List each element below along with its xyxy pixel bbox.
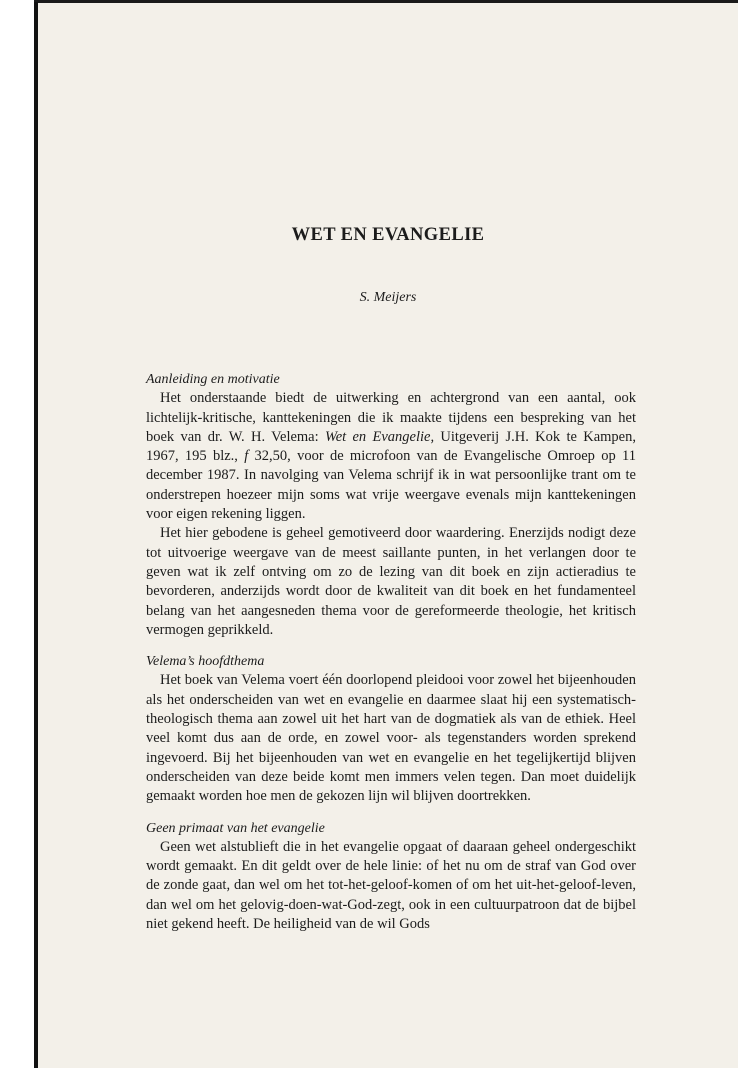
book-title: Wet en Evangelie, <box>324 428 435 445</box>
paragraph <box>146 389 636 524</box>
article-body <box>146 370 636 934</box>
section-heading: Geen primaat van het evangelie <box>146 820 325 836</box>
section-heading: Velema’s hoofdthema <box>146 654 265 670</box>
paper-sheet <box>38 3 738 1068</box>
paragraph: Geen wet alstublieft die in het evangelie opgaat of daaraan geheel ondergeschikt wordt gemaakt. En dit geldt over de hele linie: of het nu om de straf van God over de zonde gaat, dan wel om het tot-het-geloof-komen of om het uit-het-geloof-leven, dan wel om het gelovig-doen-wat-God-zegt, ook in een cultuurpatroon dat de bijbel niet gekend heeft. De heiligheid van de wil Gods <box>146 838 636 933</box>
section-geen-primaat <box>146 819 636 935</box>
article-title: WET EN EVANGELIE <box>291 225 485 245</box>
article-author: S. Meijers <box>359 290 417 305</box>
section-aanleiding <box>146 370 636 640</box>
paragraph-text: Het onderstaande biedt de uitwerking en achtergrond van een aantal, ook lichtelijk-kritische, kanttekeningen die ik maakte tijdens een bespreking van het boek van dr. W. H. Velema: <box>146 390 636 445</box>
section-heading: Aanleiding en motivatie <box>146 372 280 387</box>
paragraph-text: Uitgeverij J.H. Kok te Kampen, 1967, 195 blz., <box>146 428 636 465</box>
currency-symbol: f <box>244 448 249 465</box>
section-hoofdthema <box>146 652 636 806</box>
paragraph-text: 32,50, voor de microfoon van de Evangelische Omroep op 11 december 1987. In navolging van Velema schrijf ik in wat persoonlijke trant om te onderstrepen hoezeer mijn soms wat vrije weergave evenals mijn kanttekeningen voor eigen rekening liggen. <box>146 448 636 523</box>
paragraph: Het boek van Velema voert één doorlopend pleidooi voor zowel het bijeenhouden als het onderscheiden van wet en evangelie en daarmee slaat hij een systematisch-theologisch thema aan zowel uit het hart van de dogmatiek als van de ethiek. Heel veel komt dus aan de orde, en zowel voor- als tegenstanders worden sprekend ingevoerd. Bij het bijeenhouden van wet en evangelie en het tegelijkertijd blijven onderscheiden van deze beide komt men immers velen tegen. Dan moet duidelijk gemaakt worden hoe men de gekozen lijn wil blijven doortrekken. <box>146 672 636 805</box>
paragraph: Het hier gebodene is geheel gemotiveerd door waardering. Enerzijds nodigt deze tot uitvoerige weergave van de meest saillante punten, in het verlangen door te geven wat ik zelf ontving om zo de lezing van dit boek en zijn actieradius te bevorderen, anderzijds wordt door de kwaliteit van dit boek en het fundamenteel belang van het aangesneden thema voor de gereformeerde theologie, het kritisch vermogen geprikkeld. <box>146 525 636 638</box>
